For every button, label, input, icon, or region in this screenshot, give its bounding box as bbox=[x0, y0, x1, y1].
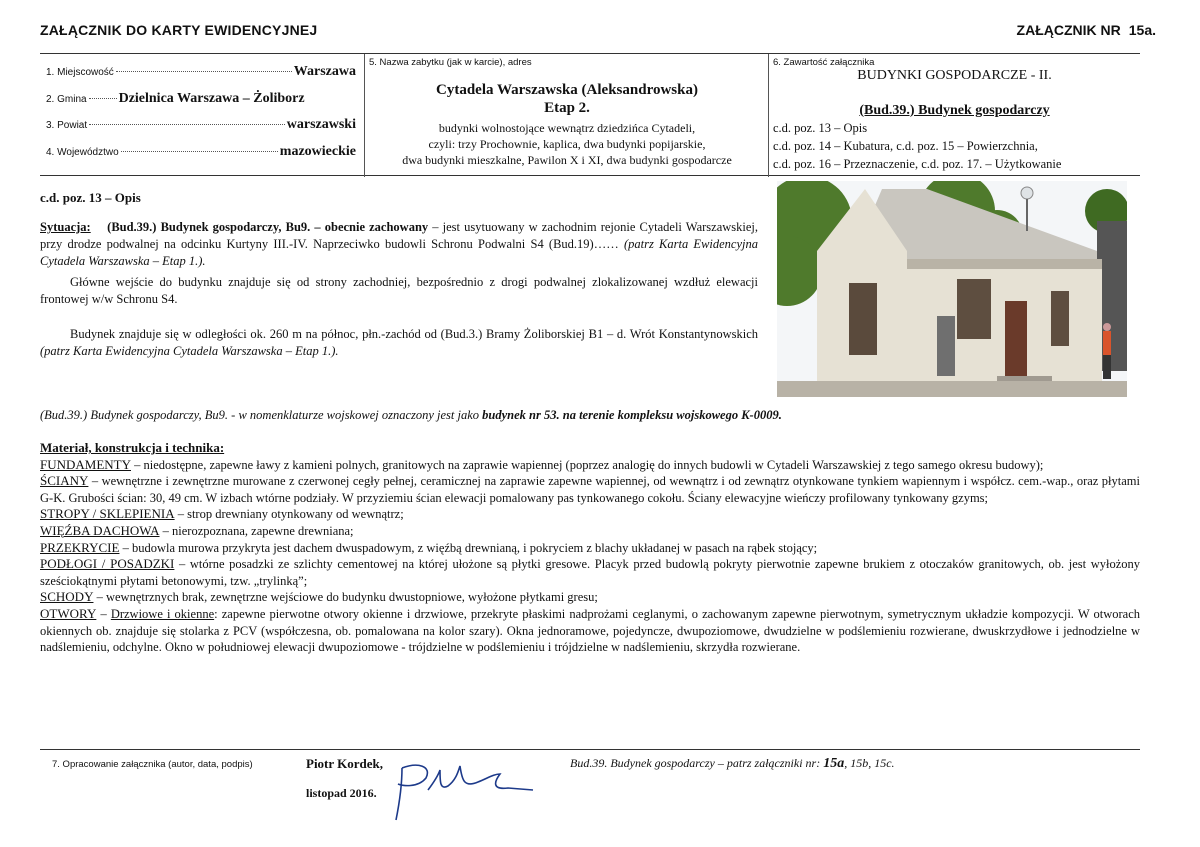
material-key: PODŁOGI / POSADZKI bbox=[40, 556, 175, 572]
monument-desc-line: dwa budynki mieszkalne, Pawilon X i XI, dwa budynki gospodarcze bbox=[402, 153, 732, 167]
military-note-number: budynek nr 53. na terenie kompleksu wojskowego K-0009. bbox=[482, 408, 782, 422]
field-label: 2. Gmina bbox=[46, 94, 87, 105]
material-item bbox=[40, 589, 1140, 606]
material-text: – wewnętrznych brak, zewnętrzne wejściowe do budynku dwustopniowe, wyłożone płytkami gresu; bbox=[93, 590, 598, 605]
field-value: warszawski bbox=[286, 117, 356, 132]
contents-line: c.d. poz. 16 – Przeznaczenie, c.d. poz. 17. – Użytkowanie bbox=[773, 157, 1062, 171]
materials-heading: Materiał, konstrukcja i technika: bbox=[40, 440, 225, 455]
field-value: Dzielnica Warszawa – Żoliborz bbox=[118, 91, 305, 106]
material-key: ŚCIANY bbox=[40, 473, 89, 489]
military-note-text: (Bud.39.) Budynek gospodarczy, Bu9. - w nomenklaturze wojskowej oznaczony jest jako bbox=[40, 408, 483, 422]
material-item: OTWORY – Drzwiowe i okienne: zapewne pierwotne otwory okienne i drzwiowe, przekryte płaskimi nadprożami ceglanymi, o zachowanym zapewne pierwotnym, symetrycznym układzie kompozycji. W otworach okiennych ob. znajduje się stolarka z PCV (współczesna, ob. pomalowana na kolor szary). Okna jednoramowe, pojedyncze, dwupoziomowe, dwudzielne w podślemieniu rozwierane, dwuskrzydłowe i jednodzielne w nadślemieniu, odchylne. Okno w południowej elewacji dwupoziomowe - trójdzielne w podślemieniu i trójdzielne w nadślemieniu, skrzydła rozwierane. bbox=[40, 605, 1140, 655]
contents-line: c.d. poz. 13 – Opis bbox=[773, 121, 868, 135]
contents-column bbox=[769, 54, 1140, 177]
attachment-header-title: ZAŁĄCZNIK DO KARTY EWIDENCYJNEJ bbox=[40, 22, 318, 38]
material-key: WIĘŹBA DACHOWA bbox=[40, 522, 160, 538]
monument-desc-line: budynki wolnostojące wewnątrz dziedzińca Cytadeli, bbox=[438, 121, 696, 135]
field-value: mazowieckie bbox=[279, 144, 356, 159]
field-value: Warszawa bbox=[293, 64, 356, 79]
material-item bbox=[40, 457, 1140, 474]
field-miejscowosc bbox=[46, 64, 356, 80]
entrance-paragraph: Główne wejście do budynku znajduje się od strony zachodniej, bezpośrednio z drogi podwalnej zlokalizowanej wzdłuż elewacji frontowej w/w Schronu S4. bbox=[40, 275, 758, 306]
military-note bbox=[40, 408, 782, 423]
material-text: – wewnętrzne i zewnętrzne murowane z czerwonej cegły pełnej, ceramicznej na zaprawie zapewne wapiennej, od wewnątrz i od zewnątrz otynkowane tynkiem wapiennym i współcz. cem.-wap., oraz płytami G-K. Grubości ścian: 30, 49 cm. W izbach wtórne podziały. W przyziemiu ścian elewacji pomalowany pas tynkowanego cokołu. Ściany elewacyjne wieńczy profilowany tynkowany gzyms; bbox=[40, 474, 1140, 505]
monument-stage: Etap 2. bbox=[544, 100, 590, 116]
author-name: Piotr Kordek, bbox=[306, 756, 384, 771]
material-key: FUNDAMENTY bbox=[40, 456, 131, 472]
material-text: – niedostępne, zapewne ławy z kamieni polnych, granitowych na zaprawie wapiennej (poprzez analogię do innych budowli w Cytadeli Warszawskiej z tego samego okresu budowy); bbox=[131, 457, 1044, 472]
material-key: SCHODY bbox=[40, 589, 94, 605]
field-gmina bbox=[46, 91, 356, 107]
situation-paragraph bbox=[40, 219, 758, 270]
author-signature bbox=[388, 760, 538, 830]
situation-reference: (patrz Karta Ewidencyjna Cytadela Warszawska – Etap 1.). bbox=[40, 237, 758, 268]
field-wojewodztwo bbox=[46, 144, 356, 160]
contents-subtitle: (Bud.39.) Budynek gospodarczy bbox=[859, 103, 1050, 118]
attachment-number-value: 15a. bbox=[1128, 22, 1156, 38]
material-item bbox=[40, 556, 1140, 589]
building-photo bbox=[777, 181, 1127, 397]
material-text: – wtórne posadzki ze szlichty cementowej na której ułożone są płytki gresowe. Placyk przed budowlą pokryty pierwotnie zapewne brukiem z otoczaków granitowych, ob. jest wyłożony sześciokątnymi płytami betonowymi, tzw. „trylinką”; bbox=[40, 557, 1140, 588]
distance-reference: (patrz Karta Ewidencyjna Cytadela Warszawska – Etap 1.). bbox=[40, 344, 339, 358]
related-current: 15a bbox=[823, 756, 845, 771]
material-text: – budowla murowa przykryta jest dachem dwuspadowym, z więźbą drewnianą, i pokryciem z blachy układanej w pasach na rąbek stojący; bbox=[119, 540, 818, 555]
footer-divider bbox=[40, 749, 1140, 750]
field-label: 1. Miejscowość bbox=[46, 67, 114, 78]
material-item bbox=[40, 523, 1140, 540]
field-label: 4. Województwo bbox=[46, 147, 119, 158]
field-powiat bbox=[46, 117, 356, 133]
material-item bbox=[40, 506, 1140, 523]
material-subkey: Drzwiowe i okienne bbox=[110, 606, 215, 621]
attachment-number-label: ZAŁĄCZNIK NR bbox=[1016, 22, 1121, 38]
location-column bbox=[40, 54, 365, 177]
info-table bbox=[40, 53, 1140, 176]
monument-name: Cytadela Warszawska (Aleksandrowska) bbox=[436, 82, 698, 98]
monument-label: 5. Nazwa zabytku (jak w karcie), adres bbox=[369, 57, 532, 68]
related-rest: , 15b, 15c. bbox=[844, 756, 895, 770]
material-item bbox=[40, 473, 1140, 506]
monument-desc-line: czyli: trzy Prochownie, kaplica, dwa budynki popijarskie, bbox=[428, 137, 706, 151]
material-text: – nierozpoznana, zapewne drewniana; bbox=[159, 523, 354, 538]
contents-line: c.d. poz. 14 – Kubatura, c.d. poz. 15 – Powierzchnia, bbox=[773, 139, 1038, 153]
distance-text: Budynek znajduje się w odległości ok. 260 m na północ, płn.-zachód od (Bud.3.) Bramy Żoliborskiej B1 – d. Wrót Konstantynowskich bbox=[70, 327, 758, 341]
author-date: listopad 2016. bbox=[306, 786, 377, 800]
section-heading: c.d. poz. 13 – Opis bbox=[40, 190, 141, 205]
situation-label: Sytuacja: bbox=[40, 220, 91, 234]
situation-text: – jest usytuowany w zachodnim rejonie Cytadeli Warszawskiej, przy drodze podwalnej na odcinku Kurtyny III.-IV. Naprzeciwko budowli Schronu Podwalni S4 (Bud.19)…… bbox=[40, 220, 759, 251]
field-label: 3. Powiat bbox=[46, 120, 88, 131]
distance-paragraph bbox=[40, 326, 758, 360]
material-item bbox=[40, 540, 1140, 557]
material-key: OTWORY bbox=[40, 605, 97, 621]
material-text: – strop drewniany otynkowany od wewnątrz; bbox=[174, 507, 404, 522]
situation-building: (Bud.39.) Budynek gospodarczy, Bu9. – obecnie zachowany bbox=[107, 220, 429, 234]
materials-section bbox=[40, 440, 1140, 656]
footer-label: 7. Opracowanie załącznika (autor, data, podpis) bbox=[52, 759, 253, 770]
monument-column bbox=[365, 54, 769, 177]
contents-title: BUDYNKI GOSPODARCZE - II. bbox=[857, 68, 1052, 83]
material-key: PRZEKRYCIE bbox=[40, 539, 120, 555]
related-attachments bbox=[570, 756, 895, 772]
attachment-number bbox=[1017, 22, 1156, 38]
material-text: : zapewne pierwotne otwory okienne i drzwiowe, przekryte płaskimi nadprożami ceglanymi, o zachowanym zapewne pierwotnym, symetrycznym układzie kompozycji. W otworach okiennych ob. znajduje się stolarka z PCV (współczesna, ob. pomalowana na kolor szary). Okna jednoramowe, pojedyncze, dwupoziomowe, dwudzielne w podślemieniu rozwierane, dwuskrzydłowe i jednodzielne w nadślemieniu, odchylne. Okno w południowej elewacji dwupoziomowe - trójdzielne w podślemieniu i trójdzielne w nadślemieniu, skrzydła rozwierane. bbox=[40, 606, 1140, 655]
related-text: Bud.39. Budynek gospodarczy – patrz załączniki nr: bbox=[570, 756, 824, 770]
contents-label: 6. Zawartość załącznika bbox=[773, 57, 875, 68]
material-key: STROPY / SKLEPIENIA bbox=[40, 506, 175, 522]
